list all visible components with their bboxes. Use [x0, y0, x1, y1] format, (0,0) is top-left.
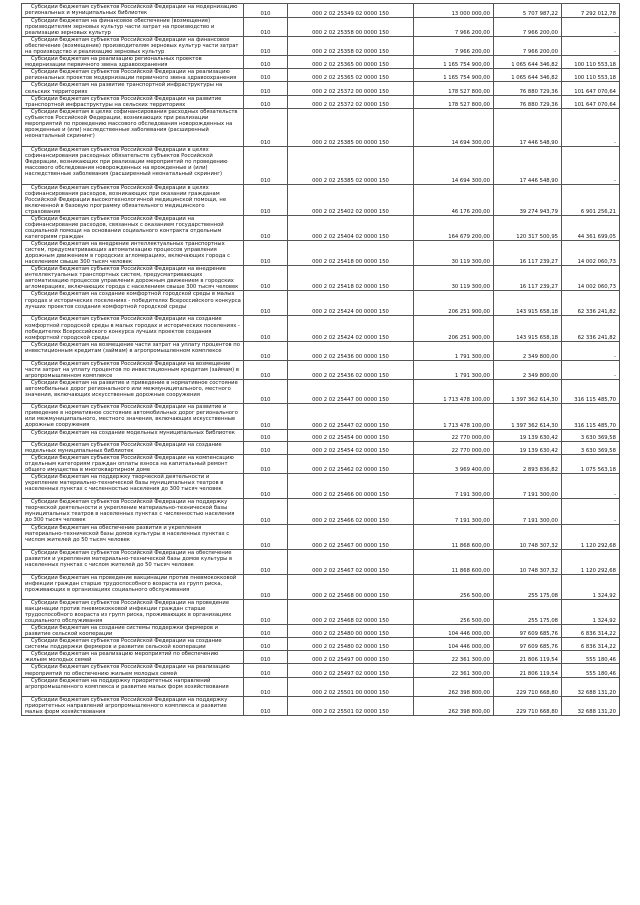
row-plan-cell: 14 694 300,00: [414, 108, 494, 146]
row-fact-cell: 2 893 836,82: [494, 454, 562, 473]
table-row: [22, 82, 620, 95]
row-name-cell: Субсидии бюджетам субъектов Российской Федерации на создание комфортной городской среды в малых городах и исторических поселениях - победителях Всероссийского конкурса лучших проектов создания комфортной городской среды: [22, 316, 244, 341]
row-code-cell: 010: [244, 429, 288, 441]
row-fact-cell: 1 397 362 614,30: [494, 379, 562, 403]
row-rest-cell: 316 115 485,70: [562, 403, 620, 429]
row-fact-cell: 76 880 729,36: [494, 95, 562, 108]
row-name-cell: Субсидии бюджетам субъектов Российской Федерации на проведение вакцинации против пневмококковой инфекции граждан старше трудоспособного возраста из групп риска, проживающих в организациях социального обслуживания: [22, 600, 244, 625]
row-name-cell: Субсидии бюджетам на реализацию региональных проектов модернизации первичного звена здравоохранения: [22, 56, 244, 69]
row-kbk-cell: 000 2 02 25480 00 0000 150: [288, 625, 414, 638]
row-name-cell: Субсидии бюджетам на поддержку творческой деятельности и укрепление материально-технической базы муниципальных театров в населенных пунктах с численностью населения до 300 тысяч человек: [22, 474, 244, 499]
row-code-cell: 010: [244, 575, 288, 600]
row-plan-cell: 104 446 000,00: [414, 638, 494, 651]
row-code-cell: 010: [244, 441, 288, 454]
row-fact-cell: 10 748 307,32: [494, 550, 562, 575]
row-name-cell: Субсидии бюджетам субъектов Российской Федерации в целях софинансирования расходных обязательств субъектов Российской Федерации, возникающих при реализации мероприятий по проведению массового обследования новорожденных на врожденные и (или) наследственные заболевания (расширенный неонатальный скрининг): [22, 146, 244, 184]
row-fact-cell: 120 317 500,95: [494, 215, 562, 240]
row-plan-cell: 7 966 200,00: [414, 37, 494, 56]
row-kbk-cell: 000 2 02 25447 00 0000 150: [288, 379, 414, 403]
row-name-cell: Субсидии бюджетам на возмещение части затрат на уплату процентов по инвестиционным кредитам (займам) в агропромышленном комплексе: [22, 341, 244, 360]
row-name-cell: Субсидии бюджетам субъектов Российской Федерации на обеспечение развития и укрепления материально-технической базы домов культуры в населенных пунктах с числом жителей до 50 тысяч человек: [22, 550, 244, 575]
row-code-cell: 010: [244, 525, 288, 550]
row-rest-cell: 32 688 131,20: [562, 677, 620, 696]
row-fact-cell: 21 806 119,54: [494, 651, 562, 664]
row-kbk-cell: 000 2 02 25358 02 0000 150: [288, 37, 414, 56]
row-plan-cell: 22 770 000,00: [414, 429, 494, 441]
table-row: [22, 316, 620, 341]
row-rest-cell: -: [562, 499, 620, 525]
row-name-cell: Субсидии бюджетам на развитие и приведение в нормативное состояние автомобильных дорог регионального или межмуниципального, местного значения, включающих искусственные дорожные сооружения: [22, 379, 244, 403]
row-name-cell: Субсидии бюджетам субъектов Российской Федерации на финансовое обеспечение (возмещение) производителям зерновых культур части затрат на производство и реализацию зерновых культур: [22, 37, 244, 56]
row-plan-cell: 7 966 200,00: [414, 18, 494, 37]
row-name-cell: Субсидии бюджетам субъектов Российской Федерации на поддержку творческой деятельности и укрепление материально-технической базы муниципальных театров в населенных пунктах с численностью населения до 300 тысяч человек: [22, 499, 244, 525]
row-plan-cell: 3 969 400,00: [414, 454, 494, 473]
row-plan-cell: 164 679 200,00: [414, 215, 494, 240]
row-fact-cell: 2 349 800,00: [494, 341, 562, 360]
row-fact-cell: 229 710 668,80: [494, 696, 562, 715]
row-name-cell: Субсидии бюджетам субъектов Российской Федерации на софинансирование расходов, связанных с оказанием государственной социальной помощи на основании социального контракта отдельным категориям граждан: [22, 215, 244, 240]
table-row: [22, 454, 620, 473]
row-rest-cell: 101 647 070,64: [562, 82, 620, 95]
row-name-cell: Субсидии бюджетам на создание комфортной городской среды в малых городах и исторических поселениях - победителях Всероссийского конкурса лучших проектов создания комфортной городской среды: [22, 291, 244, 316]
row-kbk-cell: 000 2 02 25462 02 0000 150: [288, 454, 414, 473]
row-rest-cell: -: [562, 474, 620, 499]
row-name-cell: Субсидии бюджетам субъектов Российской Федерации в целях софинансирования расходов, возникающих при оказании гражданам Российской Федерации высокотехнологичной медицинской помощи, не включенной в базовую программу обязательного медицинского страхования: [22, 184, 244, 215]
table-row: [22, 625, 620, 638]
row-fact-cell: 76 880 729,36: [494, 82, 562, 95]
row-kbk-cell: 000 2 02 25402 02 0000 150: [288, 184, 414, 215]
row-fact-cell: 229 710 668,80: [494, 677, 562, 696]
row-plan-cell: 1 713 478 100,00: [414, 403, 494, 429]
row-plan-cell: 206 251 900,00: [414, 316, 494, 341]
table-row: [22, 241, 620, 266]
row-rest-cell: -: [562, 108, 620, 146]
row-rest-cell: -: [562, 18, 620, 37]
row-kbk-cell: 000 2 02 25501 00 0000 150: [288, 677, 414, 696]
row-kbk-cell: 000 2 02 25447 02 0000 150: [288, 403, 414, 429]
row-kbk-cell: 000 2 02 25372 00 0000 150: [288, 82, 414, 95]
row-fact-cell: 1 397 362 614,30: [494, 403, 562, 429]
row-plan-cell: 206 251 900,00: [414, 291, 494, 316]
row-plan-cell: 11 868 600,00: [414, 525, 494, 550]
row-code-cell: 010: [244, 241, 288, 266]
row-fact-cell: 97 609 685,76: [494, 625, 562, 638]
table-row: [22, 4, 620, 18]
row-fact-cell: 143 915 658,18: [494, 316, 562, 341]
row-kbk-cell: 000 2 02 25467 00 0000 150: [288, 525, 414, 550]
row-rest-cell: 1 120 292,68: [562, 525, 620, 550]
row-name-cell: Субсидии бюджетам субъектов Российской Федерации на возмещение части затрат на уплату процентов по инвестиционным кредитам (займам) в агропромышленном комплексе: [22, 360, 244, 379]
row-plan-cell: 178 527 800,00: [414, 95, 494, 108]
row-plan-cell: 1 791 300,00: [414, 341, 494, 360]
row-kbk-cell: 000 2 02 25454 00 0000 150: [288, 429, 414, 441]
row-code-cell: 010: [244, 146, 288, 184]
table-row: [22, 474, 620, 499]
table-row: [22, 379, 620, 403]
row-kbk-cell: 000 2 02 25372 02 0000 150: [288, 95, 414, 108]
table-row: [22, 146, 620, 184]
row-rest-cell: 3 630 369,58: [562, 429, 620, 441]
row-code-cell: 010: [244, 499, 288, 525]
row-code-cell: 010: [244, 474, 288, 499]
row-name-cell: Субсидии бюджетам субъектов Российской Федерации на реализацию региональных проектов модернизации первичного звена здравоохранения: [22, 69, 244, 82]
table-row: [22, 37, 620, 56]
row-rest-cell: 6 901 256,21: [562, 184, 620, 215]
row-code-cell: 010: [244, 360, 288, 379]
row-plan-cell: 22 361 300,00: [414, 664, 494, 677]
row-rest-cell: -: [562, 146, 620, 184]
row-kbk-cell: 000 2 02 25418 00 0000 150: [288, 241, 414, 266]
row-kbk-cell: 000 2 02 25365 00 0000 150: [288, 56, 414, 69]
row-code-cell: 010: [244, 291, 288, 316]
row-fact-cell: 16 117 239,27: [494, 241, 562, 266]
table-body: [22, 4, 620, 716]
row-name-cell: Субсидии бюджетам на создание модельных муниципальных библиотек: [22, 429, 244, 441]
row-name-cell: Субсидии бюджетам в целях софинансирования расходных обязательств субъектов Российской Федерации, возникающих при реализации мероприятий по проведению массового обследования новорожденных на врожденные и (или) наследственные заболевания (расширенный неонатальный скрининг): [22, 108, 244, 146]
row-code-cell: 010: [244, 18, 288, 37]
row-code-cell: 010: [244, 664, 288, 677]
row-fact-cell: 255 175,08: [494, 600, 562, 625]
subsidies-table: [21, 3, 620, 716]
row-code-cell: 010: [244, 638, 288, 651]
row-kbk-cell: 000 2 02 25468 00 0000 150: [288, 575, 414, 600]
row-name-cell: Субсидии бюджетам на реализацию мероприятий по обеспечению жильем молодых семей: [22, 651, 244, 664]
row-kbk-cell: 000 2 02 25497 00 0000 150: [288, 651, 414, 664]
row-fact-cell: 7 966 200,00: [494, 37, 562, 56]
row-fact-cell: 21 806 119,54: [494, 664, 562, 677]
row-name-cell: Субсидии бюджетам на проведение вакцинации против пневмококковой инфекции граждан старше трудоспособного возраста из групп риска, проживающих в организациях социального обслуживания: [22, 575, 244, 600]
table-row: [22, 550, 620, 575]
row-name-cell: Субсидии бюджетам субъектов Российской Федерации на модернизацию региональных и муниципальных библиотек: [22, 4, 244, 18]
row-rest-cell: 44 361 699,05: [562, 215, 620, 240]
row-rest-cell: 555 180,46: [562, 664, 620, 677]
row-plan-cell: 1 713 478 100,00: [414, 379, 494, 403]
row-rest-cell: -: [562, 360, 620, 379]
row-plan-cell: 22 770 000,00: [414, 441, 494, 454]
row-kbk-cell: 000 2 02 25466 00 0000 150: [288, 474, 414, 499]
row-rest-cell: 3 630 369,58: [562, 441, 620, 454]
row-plan-cell: 1 165 754 900,00: [414, 56, 494, 69]
row-plan-cell: 104 446 000,00: [414, 625, 494, 638]
table-row: [22, 18, 620, 37]
row-code-cell: 010: [244, 69, 288, 82]
row-fact-cell: 255 175,08: [494, 575, 562, 600]
budget-report-sheet: [21, 3, 619, 716]
table-row: [22, 56, 620, 69]
row-fact-cell: 7 966 200,00: [494, 18, 562, 37]
table-row: [22, 499, 620, 525]
row-code-cell: 010: [244, 403, 288, 429]
row-rest-cell: 555 180,46: [562, 651, 620, 664]
row-rest-cell: 100 110 553,18: [562, 69, 620, 82]
table-row: [22, 651, 620, 664]
row-code-cell: 010: [244, 37, 288, 56]
row-rest-cell: 62 336 241,82: [562, 316, 620, 341]
table-row: [22, 664, 620, 677]
row-plan-cell: 11 868 600,00: [414, 550, 494, 575]
table-row: [22, 341, 620, 360]
row-code-cell: 010: [244, 82, 288, 95]
row-rest-cell: 101 647 070,64: [562, 95, 620, 108]
table-row: [22, 108, 620, 146]
row-kbk-cell: 000 2 02 25424 02 0000 150: [288, 316, 414, 341]
row-plan-cell: 1 791 300,00: [414, 360, 494, 379]
row-plan-cell: 22 361 300,00: [414, 651, 494, 664]
row-kbk-cell: 000 2 02 25466 02 0000 150: [288, 499, 414, 525]
row-code-cell: 010: [244, 379, 288, 403]
table-row: [22, 184, 620, 215]
row-code-cell: 010: [244, 696, 288, 715]
row-kbk-cell: 000 2 02 25358 00 0000 150: [288, 18, 414, 37]
table-row: [22, 677, 620, 696]
row-fact-cell: 39 274 943,79: [494, 184, 562, 215]
row-rest-cell: 1 324,92: [562, 600, 620, 625]
row-name-cell: Субсидии бюджетам на поддержку приоритетных направлений агропромышленного комплекса и развитие малых форм хозяйствования: [22, 677, 244, 696]
row-fact-cell: 7 191 300,00: [494, 474, 562, 499]
row-kbk-cell: 000 2 02 25468 02 0000 150: [288, 600, 414, 625]
row-code-cell: 010: [244, 266, 288, 291]
row-name-cell: Субсидии бюджетам субъектов Российской Федерации на внедрение интеллектуальных транспортных систем, предусматривающих автоматизацию процессов управления дорожным движением в городских агломерациях, включающих города с населением свыше 300 тысяч человек: [22, 266, 244, 291]
row-name-cell: Субсидии бюджетам субъектов Российской Федерации на создание системы поддержки фермеров и развитие сельской кооперации: [22, 638, 244, 651]
table-row: [22, 266, 620, 291]
row-rest-cell: 1 120 292,68: [562, 550, 620, 575]
row-plan-cell: 7 191 300,00: [414, 499, 494, 525]
row-code-cell: 010: [244, 651, 288, 664]
row-rest-cell: 100 110 553,18: [562, 56, 620, 69]
row-plan-cell: 262 398 800,00: [414, 696, 494, 715]
row-code-cell: 010: [244, 550, 288, 575]
row-code-cell: 010: [244, 454, 288, 473]
row-rest-cell: 62 336 241,82: [562, 291, 620, 316]
row-rest-cell: 6 836 314,22: [562, 638, 620, 651]
row-fact-cell: 19 139 630,42: [494, 429, 562, 441]
row-code-cell: 010: [244, 56, 288, 69]
row-rest-cell: -: [562, 341, 620, 360]
row-fact-cell: 5 707 987,22: [494, 4, 562, 18]
row-rest-cell: 316 115 485,70: [562, 379, 620, 403]
row-plan-cell: 256 500,00: [414, 600, 494, 625]
row-kbk-cell: 000 2 02 25436 02 0000 150: [288, 360, 414, 379]
row-fact-cell: 143 915 658,18: [494, 291, 562, 316]
row-rest-cell: 1 324,92: [562, 575, 620, 600]
table-row: [22, 575, 620, 600]
row-fact-cell: 17 446 548,90: [494, 108, 562, 146]
row-code-cell: 010: [244, 95, 288, 108]
row-code-cell: 010: [244, 677, 288, 696]
row-fact-cell: 19 139 630,42: [494, 441, 562, 454]
row-code-cell: 010: [244, 316, 288, 341]
row-code-cell: 010: [244, 4, 288, 18]
row-kbk-cell: 000 2 02 25365 02 0000 150: [288, 69, 414, 82]
table-row: [22, 696, 620, 715]
row-kbk-cell: 000 2 02 25497 02 0000 150: [288, 664, 414, 677]
row-kbk-cell: 000 2 02 25418 02 0000 150: [288, 266, 414, 291]
row-kbk-cell: 000 2 02 25454 02 0000 150: [288, 441, 414, 454]
row-fact-cell: 1 065 644 346,82: [494, 69, 562, 82]
row-fact-cell: 10 748 307,32: [494, 525, 562, 550]
row-plan-cell: 14 694 300,00: [414, 146, 494, 184]
row-rest-cell: 6 836 314,22: [562, 625, 620, 638]
row-name-cell: Субсидии бюджетам субъектов Российской Федерации на компенсацию отдельным категориям граждан оплаты взноса на капитальный ремонт общего имущества в многоквартирном доме: [22, 454, 244, 473]
row-plan-cell: 13 000 000,00: [414, 4, 494, 18]
row-rest-cell: 7 292 012,78: [562, 4, 620, 18]
row-kbk-cell: 000 2 02 25480 02 0000 150: [288, 638, 414, 651]
row-name-cell: Субсидии бюджетам на внедрение интеллектуальных транспортных систем, предусматривающих автоматизацию процессов управления дорожным движением в городских агломерациях, включающих города с населением свыше 300 тысяч человек: [22, 241, 244, 266]
row-name-cell: Субсидии бюджетам субъектов Российской Федерации на развитие транспортной инфраструктуры на сельских территориях: [22, 95, 244, 108]
table-row: [22, 360, 620, 379]
row-name-cell: Субсидии бюджетам субъектов Российской Федерации на развитие и приведение в нормативное состояние автомобильных дорог регионального или межмуниципального, местного значения, включающих искусственные дорожные сооружения: [22, 403, 244, 429]
row-rest-cell: -: [562, 37, 620, 56]
row-plan-cell: 262 398 800,00: [414, 677, 494, 696]
row-plan-cell: 178 527 800,00: [414, 82, 494, 95]
table-row: [22, 95, 620, 108]
table-row: [22, 429, 620, 441]
row-name-cell: Субсидии бюджетам на обеспечение развития и укрепления материально-технической базы домов культуры в населенных пунктах с числом жителей до 50 тысяч человек: [22, 525, 244, 550]
row-code-cell: 010: [244, 108, 288, 146]
row-kbk-cell: 000 2 02 25467 02 0000 150: [288, 550, 414, 575]
row-fact-cell: 97 609 685,76: [494, 638, 562, 651]
row-fact-cell: 2 349 800,00: [494, 360, 562, 379]
table-row: [22, 403, 620, 429]
table-row: [22, 638, 620, 651]
row-code-cell: 010: [244, 184, 288, 215]
row-fact-cell: 1 065 644 346,82: [494, 56, 562, 69]
row-plan-cell: 46 176 200,00: [414, 184, 494, 215]
row-plan-cell: 30 119 300,00: [414, 241, 494, 266]
table-row: [22, 69, 620, 82]
row-fact-cell: 7 191 300,00: [494, 499, 562, 525]
row-kbk-cell: 000 2 02 25404 02 0000 150: [288, 215, 414, 240]
row-code-cell: 010: [244, 625, 288, 638]
row-fact-cell: 16 117 239,27: [494, 266, 562, 291]
row-rest-cell: 32 688 131,20: [562, 696, 620, 715]
row-name-cell: Субсидии бюджетам субъектов Российской Федерации на поддержку приоритетных направлений агропромышленного комплекса и развитие малых форм хозяйствования: [22, 696, 244, 715]
row-kbk-cell: 000 2 02 25424 00 0000 150: [288, 291, 414, 316]
row-name-cell: Субсидии бюджетам субъектов Российской Федерации на реализацию мероприятий по обеспечению жильем молодых семей: [22, 664, 244, 677]
row-kbk-cell: 000 2 02 25385 02 0000 150: [288, 146, 414, 184]
row-fact-cell: 17 446 548,90: [494, 146, 562, 184]
row-kbk-cell: 000 2 02 25501 02 0000 150: [288, 696, 414, 715]
row-kbk-cell: 000 2 02 25349 02 0000 150: [288, 4, 414, 18]
table-row: [22, 215, 620, 240]
row-rest-cell: 1 075 563,18: [562, 454, 620, 473]
row-plan-cell: 1 165 754 900,00: [414, 69, 494, 82]
row-name-cell: Субсидии бюджетам на создание системы поддержки фермеров и развитие сельской кооперации: [22, 625, 244, 638]
table-row: [22, 441, 620, 454]
row-kbk-cell: 000 2 02 25436 00 0000 150: [288, 341, 414, 360]
row-kbk-cell: 000 2 02 25385 00 0000 150: [288, 108, 414, 146]
table-row: [22, 291, 620, 316]
row-code-cell: 010: [244, 215, 288, 240]
row-code-cell: 010: [244, 600, 288, 625]
row-rest-cell: 14 002 060,73: [562, 241, 620, 266]
row-plan-cell: 7 191 300,00: [414, 474, 494, 499]
table-row: [22, 600, 620, 625]
row-code-cell: 010: [244, 341, 288, 360]
row-name-cell: Субсидии бюджетам на финансовое обеспечение (возмещение) производителям зерновых культур части затрат на производство и реализацию зерновых культур: [22, 18, 244, 37]
row-name-cell: Субсидии бюджетам на развитие транспортной инфраструктуры на сельских территориях: [22, 82, 244, 95]
row-plan-cell: 30 119 300,00: [414, 266, 494, 291]
table-row: [22, 525, 620, 550]
row-plan-cell: 256 500,00: [414, 575, 494, 600]
row-rest-cell: 14 002 060,73: [562, 266, 620, 291]
row-name-cell: Субсидии бюджетам субъектов Российской Федерации на создание модельных муниципальных библиотек: [22, 441, 244, 454]
